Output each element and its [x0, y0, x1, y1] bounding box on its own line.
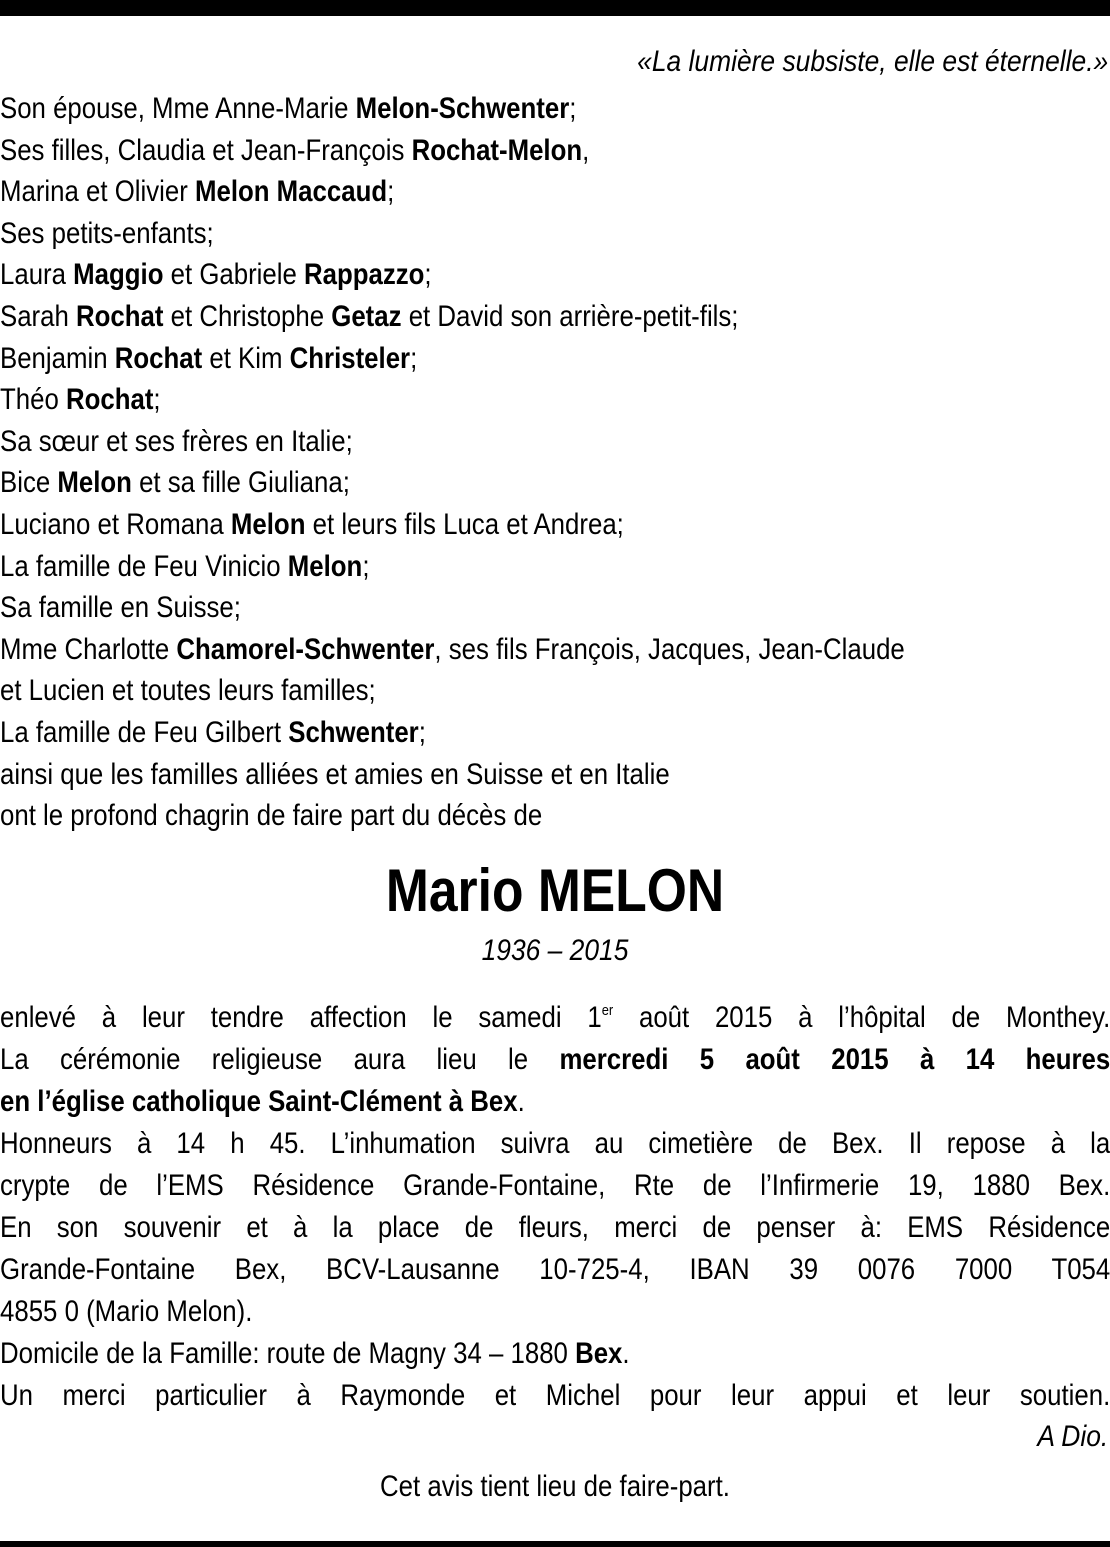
announcement-text: [0, 997, 1110, 1417]
text-run: ainsi que les familles alliées et amies en Suisse et en Italie: [0, 757, 670, 791]
life-dates: 1936 – 2015: [481, 933, 629, 967]
announcement-line: [0, 1123, 1110, 1165]
text-run: enlevé à leur tendre affection le samedi 1: [0, 1000, 602, 1034]
family-line: [0, 296, 1110, 338]
text-run: et leurs fils Luca et Andrea;: [305, 507, 624, 541]
text-run: ;: [569, 92, 577, 125]
text-run: Sa sœur et ses frères en Italie;: [0, 424, 353, 458]
text-run: Ses filles, Claudia et Jean-François: [0, 133, 412, 167]
bold-name-text: Melon-Schwenter: [355, 92, 570, 125]
text-run: Grande-Fontaine Bex, BCV-Lausanne 10-725-4, IBAN 39 0076 7000 T054: [0, 1252, 1110, 1286]
family-line: [0, 254, 1110, 296]
bold-name-text: Maggio: [73, 258, 164, 292]
bold-name-text: Chamorel-Schwenter: [176, 632, 435, 666]
text-run: Théo: [0, 383, 66, 417]
family-line: [0, 754, 1110, 796]
text-run: ,: [582, 133, 590, 167]
announcement-line: [0, 997, 1110, 1039]
text-run: ;: [418, 715, 426, 749]
text-run: La famille de Feu Vinicio: [0, 549, 288, 583]
family-line: [0, 795, 1110, 837]
text-run: Sarah: [0, 299, 77, 333]
bold-name-text: en l’église catholique Saint-Clément à Bex: [0, 1084, 518, 1118]
text-run: , ses fils François, Jacques, Jean-Claude: [434, 632, 905, 666]
bold-name-text: Melon: [287, 549, 363, 583]
text-run: En son souvenir et à la place de fleurs, merci de penser à: EMS Résidence: [0, 1210, 1110, 1244]
family-line: [0, 712, 1110, 754]
family-line: [0, 670, 1110, 712]
text-run: .: [517, 1084, 525, 1118]
bold-name-text: Rochat-Melon: [411, 133, 583, 167]
text-run: La famille de Feu Gilbert: [0, 715, 289, 749]
announcement-line: [0, 1165, 1110, 1207]
bold-name-text: Bex: [575, 1336, 623, 1370]
family-line: [0, 171, 1110, 213]
bold-name-text: Schwenter: [288, 715, 419, 749]
announcement-line: [0, 1333, 1110, 1375]
bold-name-text: Melon: [57, 466, 132, 500]
bold-name-text: Rochat: [114, 341, 203, 375]
bottom-rule: [0, 1541, 1110, 1547]
text-run: Luciano et Romana: [0, 507, 231, 541]
announcement-line: [0, 1081, 1110, 1123]
family-list: [0, 88, 1110, 837]
text-run: et Kim: [202, 341, 290, 375]
family-line: [0, 213, 1110, 255]
family-line: [0, 587, 1110, 629]
footer-note: Cet avis tient lieu de faire-part.: [380, 1469, 730, 1503]
bold-name-text: Rochat: [76, 299, 164, 333]
text-run: août 2015 à l’hôpital de Monthey.: [613, 1000, 1110, 1034]
bold-name-text: Christeler: [289, 341, 411, 375]
bold-name-text: Melon Maccaud: [194, 175, 388, 209]
obituary-notice: [0, 40, 1110, 1507]
text-run: ;: [362, 549, 370, 583]
announcement-line: [0, 1207, 1110, 1249]
family-line: [0, 421, 1110, 463]
bold-name-text: Melon: [230, 507, 306, 541]
ordinal-suffix: er: [601, 1001, 614, 1019]
text-run: .: [622, 1336, 630, 1370]
text-run: ;: [424, 258, 432, 292]
text-run: Marina et Olivier: [0, 175, 195, 209]
text-run: Un merci particulier à Raymonde et Michel pour leur appui et leur soutien.: [0, 1378, 1110, 1412]
text-run: et Gabriele: [163, 258, 305, 292]
deceased-name: Mario MELON: [385, 856, 725, 924]
bold-name-text: mercredi 5 août 2015 à 14 heures: [559, 1042, 1110, 1076]
family-line: [0, 130, 1110, 172]
text-run: ;: [410, 341, 418, 375]
text-run: et sa fille Giuliana;: [131, 466, 350, 500]
top-rule: [0, 0, 1110, 16]
text-run: et Lucien et toutes leurs familles;: [0, 674, 376, 708]
text-run: Son épouse, Mme Anne-Marie: [0, 92, 356, 125]
family-line: [0, 629, 1110, 671]
text-run: Honneurs à 14 h 45. L’inhumation suivra au cimetière de Bex. Il repose à la: [0, 1126, 1110, 1160]
text-run: La cérémonie religieuse aura lieu le: [0, 1042, 560, 1076]
text-run: Laura: [0, 258, 74, 292]
text-run: ;: [387, 175, 395, 209]
text-run: Mme Charlotte: [0, 632, 177, 666]
family-line: [0, 338, 1110, 380]
family-line: [0, 88, 1110, 130]
text-run: Ses petits-enfants;: [0, 216, 214, 250]
family-line: [0, 546, 1110, 588]
text-run: ;: [153, 383, 161, 417]
epigraph-quote: «La lumière subsiste, elle est éternelle.»: [637, 45, 1109, 78]
bold-name-text: Getaz: [331, 299, 402, 333]
announcement-line: [0, 1291, 1110, 1333]
bold-name-text: Rochat: [65, 383, 154, 417]
announcement-line: [0, 1375, 1110, 1417]
family-line: [0, 462, 1110, 504]
text-run: Benjamin: [0, 341, 115, 375]
text-run: Sa famille en Suisse;: [0, 591, 241, 625]
text-run: crypte de l’EMS Résidence Grande-Fontaine, Rte de l’Infirmerie 19, 1880 Bex.: [0, 1168, 1110, 1202]
announcement-line: [0, 1039, 1110, 1081]
family-line: [0, 504, 1110, 546]
text-run: Bice: [0, 466, 58, 500]
text-run: Domicile de la Famille: route de Magny 34 – 1880: [0, 1336, 576, 1370]
family-line: [0, 379, 1110, 421]
text-run: et Christophe: [163, 299, 332, 333]
text-run: 4855 0 (Mario Melon).: [0, 1294, 253, 1328]
closing-phrase: A Dio.: [1037, 1419, 1109, 1453]
announcement-line: [0, 1249, 1110, 1291]
bold-name-text: Rappazzo: [304, 258, 425, 292]
text-run: ont le profond chagrin de faire part du décès de: [0, 799, 543, 833]
text-run: et David son arrière-petit-fils;: [401, 299, 739, 333]
